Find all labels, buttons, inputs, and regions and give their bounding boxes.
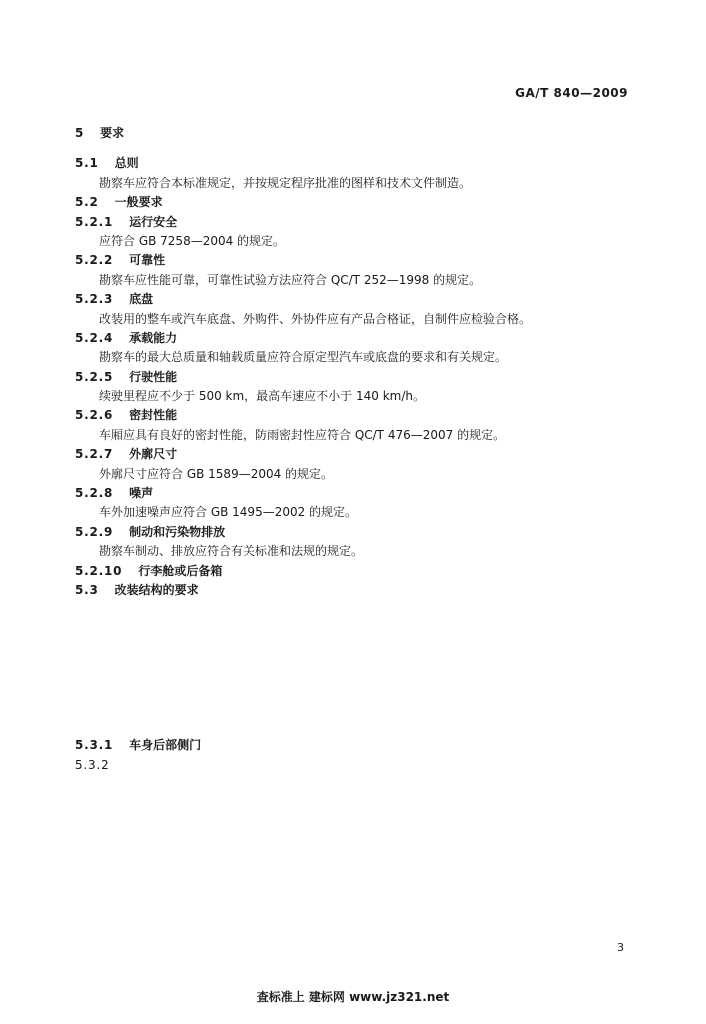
section-heading: 5.2.5 行驶性能 [75,369,178,384]
list-item-continuation [75,639,635,658]
paragraph [75,600,635,619]
page-number: 3 [617,941,624,954]
section-heading: 5.3.1 车身后部侧门 [75,738,202,753]
paragraph: 勘察车制动、排放应符合有关标准和法规的规定。 [99,544,364,559]
section-heading: 5.2 一般要求 [75,195,163,210]
paragraph: 续驶里程应不少于 500 km，最高车速应不小于 140 km/h。 [99,389,425,404]
paragraph-first-line: 5.3.2 [75,757,110,772]
paragraph: 应符合 GB 7258—2004 的规定。 [99,233,286,248]
paragraph: 勘察车应符合本标准规定，并按规定程序批准的图样和技术文件制造。 [99,175,472,190]
paragraph: 外廓尺寸应符合 GB 1589—2004 的规定。 [99,466,334,481]
paragraph: 勘察车应性能可靠，可靠性试验方法应符合 QC/T 252—1998 的规定。 [99,272,482,287]
list-item [75,697,635,716]
section-heading: 5 要求 [75,126,125,140]
section-heading: 5.2.6 密封性能 [75,408,178,423]
section-heading: 5.2.2 可靠性 [75,253,166,268]
footer-watermark: 查标准上 建标网 www.jz321.net [256,990,450,1004]
list-item [75,678,635,697]
section-heading: 5.2.9 制动和污染物排放 [75,524,226,539]
section-heading: 5.2.7 外廓尺寸 [75,447,178,462]
standard-code: GA/T 840—2009 [515,86,628,100]
list-item [75,659,635,678]
section-heading: 5.2.1 运行安全 [75,214,178,229]
section-heading: 5.3 改装结构的要求 [75,582,199,597]
section-heading: 5.2.8 噪声 [75,486,154,501]
section-heading: 5.1 总则 [75,156,139,171]
paragraph-continuation [75,775,635,794]
list-item [75,717,635,736]
paragraph: 勘察车的最大总质量和轴载质量应符合原定型汽车或底盘的要求和有关规定。 [99,350,508,365]
paragraph: 车外加速噪声应符合 GB 1495—2002 的规定。 [99,505,358,520]
paragraph: 车厢应具有良好的密封性能，防雨密封性应符合 QC/T 476—2007 的规定。 [99,427,506,442]
section-heading: 5.2.3 底盘 [75,292,154,307]
list-item [75,620,635,639]
document-body [75,124,635,794]
paragraph: 改装用的整车或汽车底盘、外购件、外协件应有产品合格证，自制件应检验合格。 [99,311,532,326]
section-heading: 5.2.4 承载能力 [75,330,178,345]
section-heading: 5.2.10 行李舱或后备箱 [75,563,223,578]
